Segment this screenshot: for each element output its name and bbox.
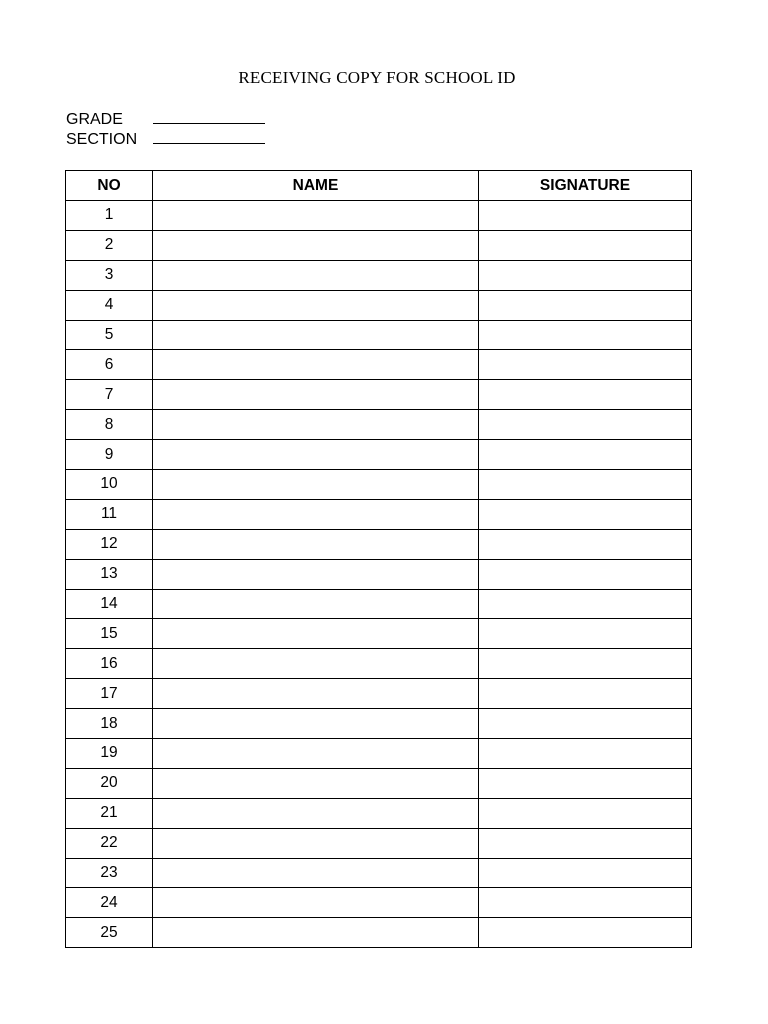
row-number-cell: 15	[66, 619, 153, 649]
table-row	[66, 499, 692, 529]
row-number-cell: 3	[66, 260, 153, 290]
name-cell[interactable]	[153, 470, 479, 500]
table-row	[66, 768, 692, 798]
row-number-cell: 8	[66, 410, 153, 440]
row-number-cell: 9	[66, 440, 153, 470]
table-row	[66, 619, 692, 649]
name-cell[interactable]	[153, 290, 479, 320]
name-cell[interactable]	[153, 529, 479, 559]
section-blank-line[interactable]	[153, 143, 265, 144]
table-row	[66, 320, 692, 350]
row-number-cell: 1	[66, 201, 153, 231]
header-signature: SIGNATURE	[479, 171, 692, 201]
row-number-cell: 4	[66, 290, 153, 320]
signature-cell[interactable]	[479, 559, 692, 589]
row-number-cell: 11	[66, 499, 153, 529]
signature-cell[interactable]	[479, 589, 692, 619]
table-row	[66, 260, 692, 290]
name-cell[interactable]	[153, 888, 479, 918]
name-cell[interactable]	[153, 499, 479, 529]
table-row	[66, 739, 692, 769]
signature-cell[interactable]	[479, 709, 692, 739]
grade-field	[66, 110, 265, 130]
row-number-cell: 18	[66, 709, 153, 739]
signature-cell[interactable]	[479, 619, 692, 649]
signature-cell[interactable]	[479, 529, 692, 559]
name-cell[interactable]	[153, 589, 479, 619]
signature-cell[interactable]	[479, 499, 692, 529]
row-number-cell: 19	[66, 739, 153, 769]
signature-cell[interactable]	[479, 290, 692, 320]
signature-cell[interactable]	[479, 918, 692, 948]
name-cell[interactable]	[153, 320, 479, 350]
row-number-cell: 10	[66, 470, 153, 500]
table-header-row	[66, 171, 692, 201]
table-row	[66, 559, 692, 589]
row-number-cell: 16	[66, 649, 153, 679]
header-no: NO	[66, 171, 153, 201]
header-name: NAME	[153, 171, 479, 201]
row-number-cell: 17	[66, 679, 153, 709]
signature-cell[interactable]	[479, 739, 692, 769]
receiving-table	[65, 170, 692, 948]
name-cell[interactable]	[153, 619, 479, 649]
table-row	[66, 649, 692, 679]
grade-blank-line[interactable]	[153, 123, 265, 124]
row-number-cell: 5	[66, 320, 153, 350]
name-cell[interactable]	[153, 768, 479, 798]
signature-cell[interactable]	[479, 410, 692, 440]
table-row	[66, 918, 692, 948]
name-cell[interactable]	[153, 798, 479, 828]
row-number-cell: 7	[66, 380, 153, 410]
name-cell[interactable]	[153, 828, 479, 858]
name-cell[interactable]	[153, 918, 479, 948]
row-number-cell: 22	[66, 828, 153, 858]
row-number-cell: 25	[66, 918, 153, 948]
signature-cell[interactable]	[479, 679, 692, 709]
signature-cell[interactable]	[479, 768, 692, 798]
row-number-cell: 20	[66, 768, 153, 798]
signature-cell[interactable]	[479, 440, 692, 470]
row-number-cell: 12	[66, 529, 153, 559]
signature-cell[interactable]	[479, 320, 692, 350]
table-row	[66, 380, 692, 410]
signature-cell[interactable]	[479, 828, 692, 858]
table-row	[66, 798, 692, 828]
name-cell[interactable]	[153, 440, 479, 470]
section-label: SECTION	[66, 131, 138, 148]
row-number-cell: 23	[66, 858, 153, 888]
name-cell[interactable]	[153, 739, 479, 769]
name-cell[interactable]	[153, 201, 479, 231]
name-cell[interactable]	[153, 559, 479, 589]
row-number-cell: 24	[66, 888, 153, 918]
name-cell[interactable]	[153, 858, 479, 888]
name-cell[interactable]	[153, 350, 479, 380]
table-row	[66, 679, 692, 709]
row-number-cell: 14	[66, 589, 153, 619]
table-row	[66, 440, 692, 470]
table-row	[66, 709, 692, 739]
table-row	[66, 290, 692, 320]
name-cell[interactable]	[153, 230, 479, 260]
section-field	[66, 130, 265, 150]
table-row	[66, 858, 692, 888]
signature-cell[interactable]	[479, 649, 692, 679]
signature-cell[interactable]	[479, 230, 692, 260]
row-number-cell: 13	[66, 559, 153, 589]
table-row	[66, 589, 692, 619]
signature-cell[interactable]	[479, 260, 692, 290]
signature-cell[interactable]	[479, 858, 692, 888]
name-cell[interactable]	[153, 709, 479, 739]
table-row	[66, 201, 692, 231]
table-row	[66, 410, 692, 440]
signature-cell[interactable]	[479, 380, 692, 410]
table-row	[66, 828, 692, 858]
signature-cell[interactable]	[479, 350, 692, 380]
table-row	[66, 230, 692, 260]
row-number-cell: 21	[66, 798, 153, 828]
document-title: RECEIVING COPY FOR SCHOOL ID	[238, 68, 516, 87]
name-cell[interactable]	[153, 410, 479, 440]
name-cell[interactable]	[153, 380, 479, 410]
table-row	[66, 888, 692, 918]
signature-cell[interactable]	[479, 201, 692, 231]
grade-label: GRADE	[66, 111, 123, 128]
signature-cell[interactable]	[479, 888, 692, 918]
table-body	[66, 201, 692, 948]
name-cell[interactable]	[153, 649, 479, 679]
table-row	[66, 350, 692, 380]
row-number-cell: 6	[66, 350, 153, 380]
signature-cell[interactable]	[479, 798, 692, 828]
row-number-cell: 2	[66, 230, 153, 260]
table-row	[66, 529, 692, 559]
name-cell[interactable]	[153, 679, 479, 709]
name-cell[interactable]	[153, 260, 479, 290]
signature-cell[interactable]	[479, 470, 692, 500]
table-row	[66, 470, 692, 500]
